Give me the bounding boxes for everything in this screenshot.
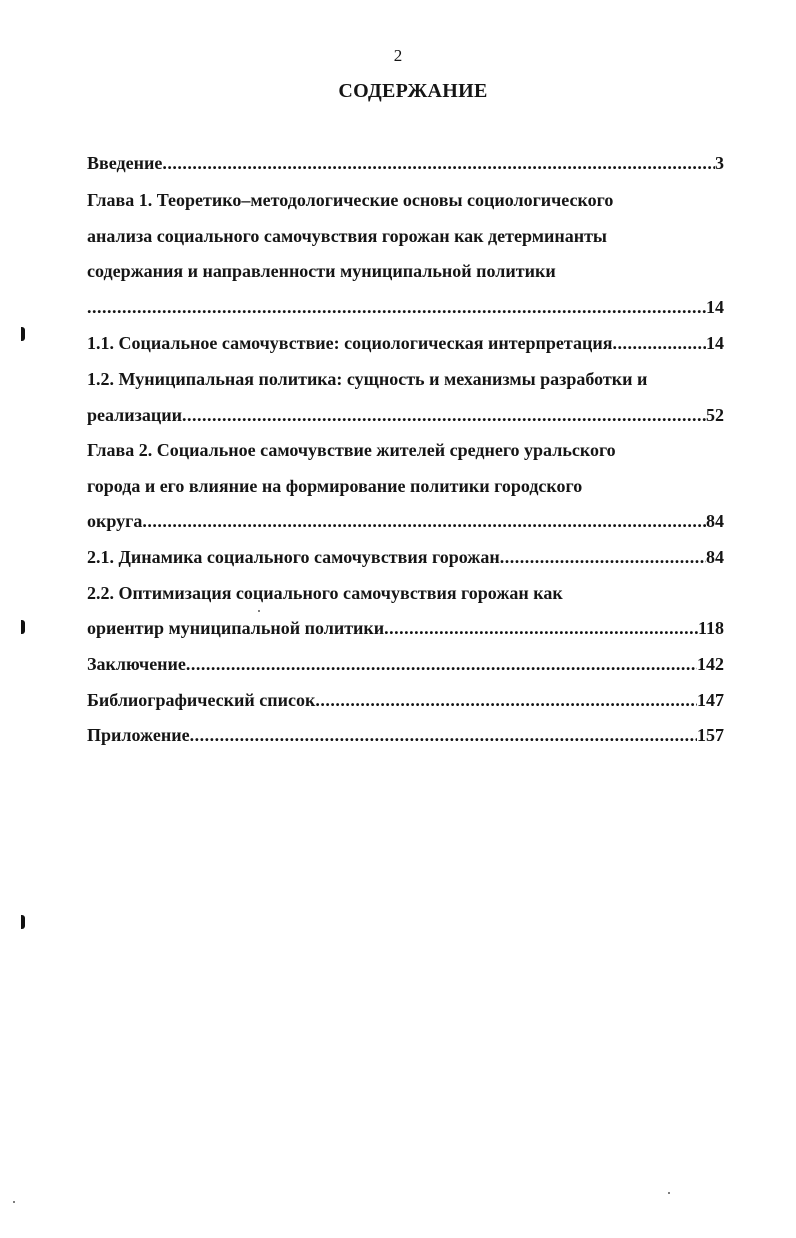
toc-entry-text: Приложение	[87, 725, 190, 745]
toc-entry	[87, 508, 724, 534]
toc-entry-text: округа	[87, 511, 143, 531]
toc-entry-page: 84	[706, 547, 724, 567]
toc-entry	[87, 580, 724, 606]
toc-entry	[87, 294, 724, 320]
binding-hole-mark	[21, 327, 25, 341]
toc-entry-page: 147	[697, 690, 724, 710]
toc-entry-page: 84	[706, 511, 724, 531]
toc-entry-page: 14	[706, 333, 724, 353]
toc-leader-dots	[612, 330, 706, 356]
toc-entry	[87, 722, 724, 748]
toc-leader-dots	[142, 508, 706, 534]
page-title: СОДЕРЖАНИЕ	[338, 80, 488, 102]
page-number: 2	[393, 46, 403, 65]
toc-entry-text: 1.2. Муниципальная политика: сущность и механизмы разработки и	[87, 369, 648, 389]
scan-speck	[258, 610, 260, 612]
toc-entry-text: Заключение	[87, 654, 186, 674]
toc-entry-text: города и его влияние на формирование политики городского	[87, 476, 583, 496]
toc-entry	[87, 687, 724, 713]
toc-leader-dots	[315, 687, 697, 713]
toc-leader-dots	[500, 544, 706, 570]
toc-leader-dots	[162, 150, 715, 176]
toc-entry-text: Глава 2. Социальное самочувствие жителей среднего уральского	[87, 440, 616, 460]
toc-entry-page: 3	[715, 153, 724, 173]
toc-leader-dots	[87, 294, 706, 320]
toc-entry-text: Глава 1. Теоретико–методологические основы социологического	[87, 190, 614, 210]
toc-entry-page: 118	[697, 618, 724, 638]
toc-entry-text: 2.2. Оптимизация социального самочувствия горожан как	[87, 583, 563, 603]
toc-entry	[87, 330, 724, 356]
toc-leader-dots	[190, 722, 697, 748]
toc-entry	[87, 651, 724, 677]
toc-entry-text: Введение	[87, 153, 163, 173]
binding-hole-mark	[21, 915, 25, 929]
toc-entry	[87, 258, 724, 284]
toc-entry	[87, 223, 724, 249]
toc-entry	[87, 437, 724, 463]
toc-entry-text: анализа социального самочувствия горожан как детерминанты	[87, 226, 607, 246]
toc-entry	[87, 402, 724, 428]
toc-entry-page: 14	[706, 297, 724, 317]
binding-hole-mark	[21, 620, 25, 634]
toc-entry	[87, 150, 724, 176]
toc-entry-text: ориентир муниципальной политики	[87, 618, 385, 638]
toc-entry-page: 52	[706, 405, 724, 425]
toc-entry-page: 157	[697, 725, 724, 745]
toc-entry	[87, 544, 724, 570]
scan-speck	[668, 1192, 670, 1194]
scan-speck	[13, 1201, 15, 1203]
toc-entry	[87, 366, 724, 392]
toc-entry-text: 2.1. Динамика социального самочувствия горожан	[87, 547, 500, 567]
toc-leader-dots	[186, 651, 697, 677]
toc-entry-text: реализации	[87, 405, 182, 425]
toc-leader-dots	[384, 615, 698, 641]
toc-entry-text: 1.1. Социальное самочувствие: социологическая интерпретация	[87, 333, 613, 353]
toc-entry-text: Библиографический список	[87, 690, 316, 710]
toc-entry	[87, 187, 724, 213]
toc-leader-dots	[182, 402, 706, 428]
toc-entry	[87, 615, 724, 641]
toc-entry	[87, 473, 724, 499]
toc-entry-text: содержания и направленности муниципальной политики	[87, 261, 556, 281]
toc-entry-page: 142	[697, 654, 724, 674]
